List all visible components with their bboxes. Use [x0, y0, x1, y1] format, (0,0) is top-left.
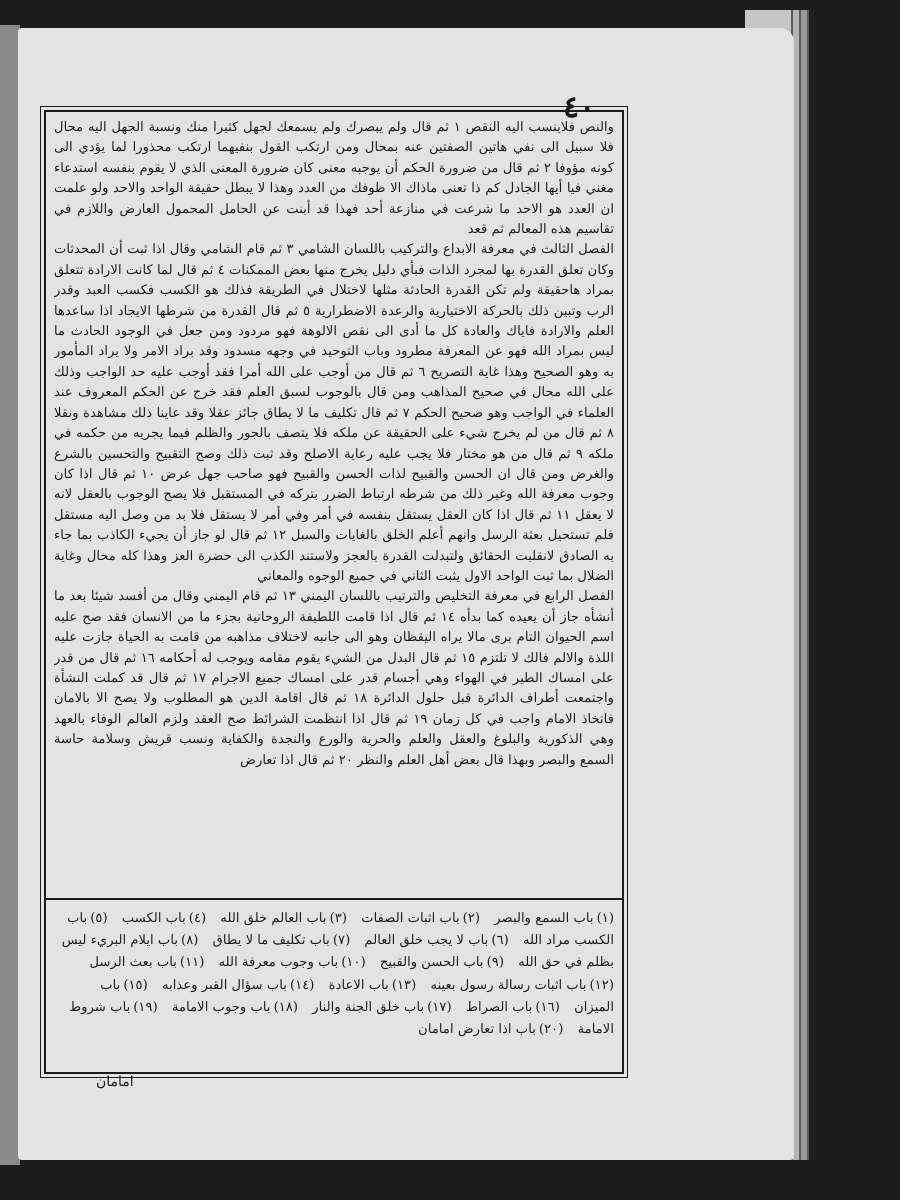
footnote-number: (١٣): [391, 977, 417, 993]
footnote-number: (١٩): [133, 999, 158, 1015]
footnote-item: [421, 978, 615, 993]
footnote-item: [302, 1000, 451, 1015]
footnote-number: (١): [596, 911, 614, 926]
footnote-label: باب اذا تعارض امامان: [418, 1022, 536, 1038]
footnote-label: باب وجوب معرفة الله: [218, 955, 339, 971]
footnote-item: [79, 955, 204, 970]
footnote-label: باب سؤال القبر وعذابه: [162, 977, 287, 993]
footnote-item: [210, 911, 347, 926]
footnote-number: (١٨): [273, 999, 299, 1015]
footnote-number: (١٤): [289, 977, 315, 993]
footnote-number: (١٠): [341, 955, 366, 971]
footnote-number: (٨): [181, 933, 199, 949]
book-page: [18, 28, 794, 1160]
footnote-item: [152, 978, 314, 993]
footnote-number: (٤): [188, 911, 207, 926]
footnote-number: (٦): [491, 933, 509, 949]
paragraph: والنص فلاينسب اليه النقص ١ ثم قال ولم يبصرك ولم يسمعك لجهل كثيرا منك ونسبة الجهل اليه محال فلا سبيل الى نفي هاتين الصفتين عنه بمحال ومن ارتكب القول بنفيهما ارتكب محذورا لما يؤدي الى كونه مؤوفا ٢ ثم قال من ضرورة الحكم أن يوجبه معنى كان ضرورة المعنى الذي لا يقوم بنفسه استدعاء مغني فيا أيها الجادل كم ذا تعنى ماذاك الا ظوفك من العدد وهذا لا يبطل حقيقة الواحد والاحد ولو علمت ان العدد هو الاحد ما شرعت في منازعة أحد فهذا قد أبنت عن الحامل المحمول العارض واللازم في تقاسيم هذه المعالم ثم قعد: [54, 120, 614, 238]
footnote-number: (١١): [179, 955, 205, 971]
paragraph: الفصل الثالث في معرفة الابداع والتركيب باللسان الشامي ٣ ثم قام الشامي وقال اذا ثبت أن المحدثات وكان تعلق القدرة بها لمجرد الذات فبأي دليل يخرج منها بعض الممكنات ٤ ثم قال لما كانت الارادة تتعلق بمراد هاحقيقة ولم تكن القدرة الحادثة مثلها لاختلال في الطريقة فذلك هو الكسب فكسب العبد وقدر الرب وتبين ذلك بالحركة الاختيارية والرعدة الاضطرارية ٥ ثم قال القدرة من شرطها الايجاد اذا ساعدها العلم والارادة فاياك والعادة كل ما أدى الى نقص الالوهة فهو مردود ومن جعل في الوجود الحادث ما ليس بمراد الله فهو عن المعرفة مطرود وباب التوحيد في وجهه مسدود وقد براد الامر ولا يراد المأمور به وهو الصحيح وهذا غاية التصريح ٦ ثم قال من أوجب على الله أمرا فقد أوجب عليه حد الواجب وذلك على الله محال في صحيح المذاهب ومن قال بالوجوب لسبق العلم فقد خرج عن الحكم المعروف عند العلماء في الواجب وهو صحيح الحكم ٧ ثم قال تكليف ما لا يطاق جائز عقلا وقد عاينا ذلك مشاهدة ونقلا ٨ ثم قال من لم يخرج شيء على الحقيقة عن ملكه فلا يتصف بالجور والظلم فيما يجريه من حكمه في ملكه ٩ ثم قال من هو مختار فلا يجب عليه رعاية الاصلح وقد ثبت ذلك وصح التقبيح والتحسين بالشرع والغرض ومن قال ان الحسن والقبيح لذات الحسن والقبيح فهو صاحب جهل عرض ١٠ ثم قال اذا كان وجوب معرفة الله وغير ذلك من شرطه ارتباط الضرر بتركه في المستقبل فلا يصح الوجوب بالعقل لانه لا يعقل ١١ ثم قال اذا كان العقل يستقل بنفسه في أمر وفي أمر لا يستقل فلا بد من وصل اليه مستقل فلم تستحيل بعثة الرسل وانهم أعلم الخلق بالغايات والسبل ١٢ ثم قال لو جاز أن يجيء الكاذب بما جاء به الصادق لانقلبت الحقائق ولتبدلت القدرة بالعجز ولاستند الكذب الى حضرة العز وهذا كله محال وغاية الضلال بما ثبت الواحد الاول يثبت الثاني في جميع الوجوه والمعاني: [54, 242, 614, 584]
footnote-item: [370, 955, 504, 970]
footnote-label: باب وجوب الامامة: [171, 999, 271, 1015]
footnote-label: باب الكسب مراد الله: [67, 911, 614, 949]
footnote-item: [162, 1000, 298, 1015]
footnote-number: (٢٠): [538, 1022, 564, 1038]
footnote-item: [112, 911, 206, 926]
footnote-number: (١٢): [589, 977, 614, 993]
footnote-item: [484, 911, 614, 926]
footnote-number: (٩): [486, 955, 505, 971]
page-number: ٤٠: [563, 90, 596, 125]
footnote-label: باب السمع والبصر: [494, 911, 594, 926]
footnote-number: (٣): [329, 911, 347, 926]
footnote-label: باب بعث الرسل: [89, 955, 177, 971]
footnote-label: باب شروط الامامة: [69, 999, 614, 1038]
footnote-item: [354, 933, 508, 948]
footnote-number: (٢): [462, 911, 481, 926]
footnote-number: (١٥): [123, 977, 148, 993]
footnote-number: (١٧): [427, 999, 452, 1015]
book-left-edge: [0, 25, 20, 1165]
footnote-label: باب العالم خلق الله: [220, 911, 327, 926]
footnote-label: باب الصراط: [465, 999, 533, 1015]
footnote-label: باب ايلام البريء ليس بظلم في حق الله: [61, 933, 614, 971]
footnote-label: باب الميزان: [100, 977, 614, 1015]
main-text: [54, 118, 614, 893]
paragraph: الفصل الرابع في معرفة التخليص والترتيب باللسان اليمني ١٣ ثم قام اليمني وقال من أفسد شيئا بعد ما أنشأه جاز أن يعيده كما بدأه ١٤ ثم قال اذا قامت اللطيفة الروحانية بجزء ما من الانسان فقد صح عليه اسم الحيوان التام برى مالا يراه اليقظان وهو الى جانبه لاختلاف مذاهبه من قامت به الحياة جازت عليه اللذة والالم فالك لا تلتزم ١٥ ثم قال البدل من الشيء يقوم مقامه ويوجب له أحكامه ١٦ ثم قال من قدر على امساك الطير في الهواء وهي أجسام قدر على امساك جميع الاجرام ١٧ ثم قال قد كملت النشأة واجتمعت أطراف الدائرة قبل حلول الدائرة ١٨ ثم قال اقامة الدين هو المطلوب ولا يصح الا بالامان فاتخاذ الامام واجب في كل زمان ١٩ ثم قال اذا انتظمت الشرائط صح العقد ولزم العالم الوفاء بالعهد وهي الذكورية والبلوغ والعقل والعلم والحرية والورع والنجدة والكفاية ونسب قريش وسلامة حاسة السمع والبصر وبهذا قال بعض أهل العلم والنظر ٢٠ ثم قال اذا تعارض: [54, 589, 614, 768]
footnote-item: [351, 911, 480, 926]
footnote-item: [209, 955, 366, 970]
footnote-item: [203, 933, 351, 948]
catchword: امامان: [96, 1074, 134, 1090]
footnote-label: باب الكسب: [121, 911, 186, 926]
footnotes: [54, 908, 614, 1066]
footnote-label: باب خلق الجنة والنار: [312, 999, 425, 1015]
footnote-label: باب الاعادة: [328, 977, 389, 993]
footnote-label: باب تكليف ما لا يطاق: [212, 933, 330, 949]
text-frame: [44, 110, 624, 1074]
footnote-label: باب اثبات الصفات: [361, 911, 460, 926]
footnote-number: (١٦): [535, 999, 560, 1015]
footnote-label: باب لا يجب خلق العالم: [364, 933, 489, 949]
footnote-divider: [46, 898, 622, 900]
footnote-item: [408, 1022, 563, 1037]
footnote-label: باب اثبات رسالة رسول بعينه: [430, 977, 587, 993]
footnote-label: باب الحسن والقبيح: [379, 955, 484, 971]
footnote-number: (٥): [90, 911, 108, 926]
footnote-item: [319, 978, 417, 993]
footnote-item: [456, 1000, 560, 1015]
footnote-number: (٧): [332, 933, 351, 949]
